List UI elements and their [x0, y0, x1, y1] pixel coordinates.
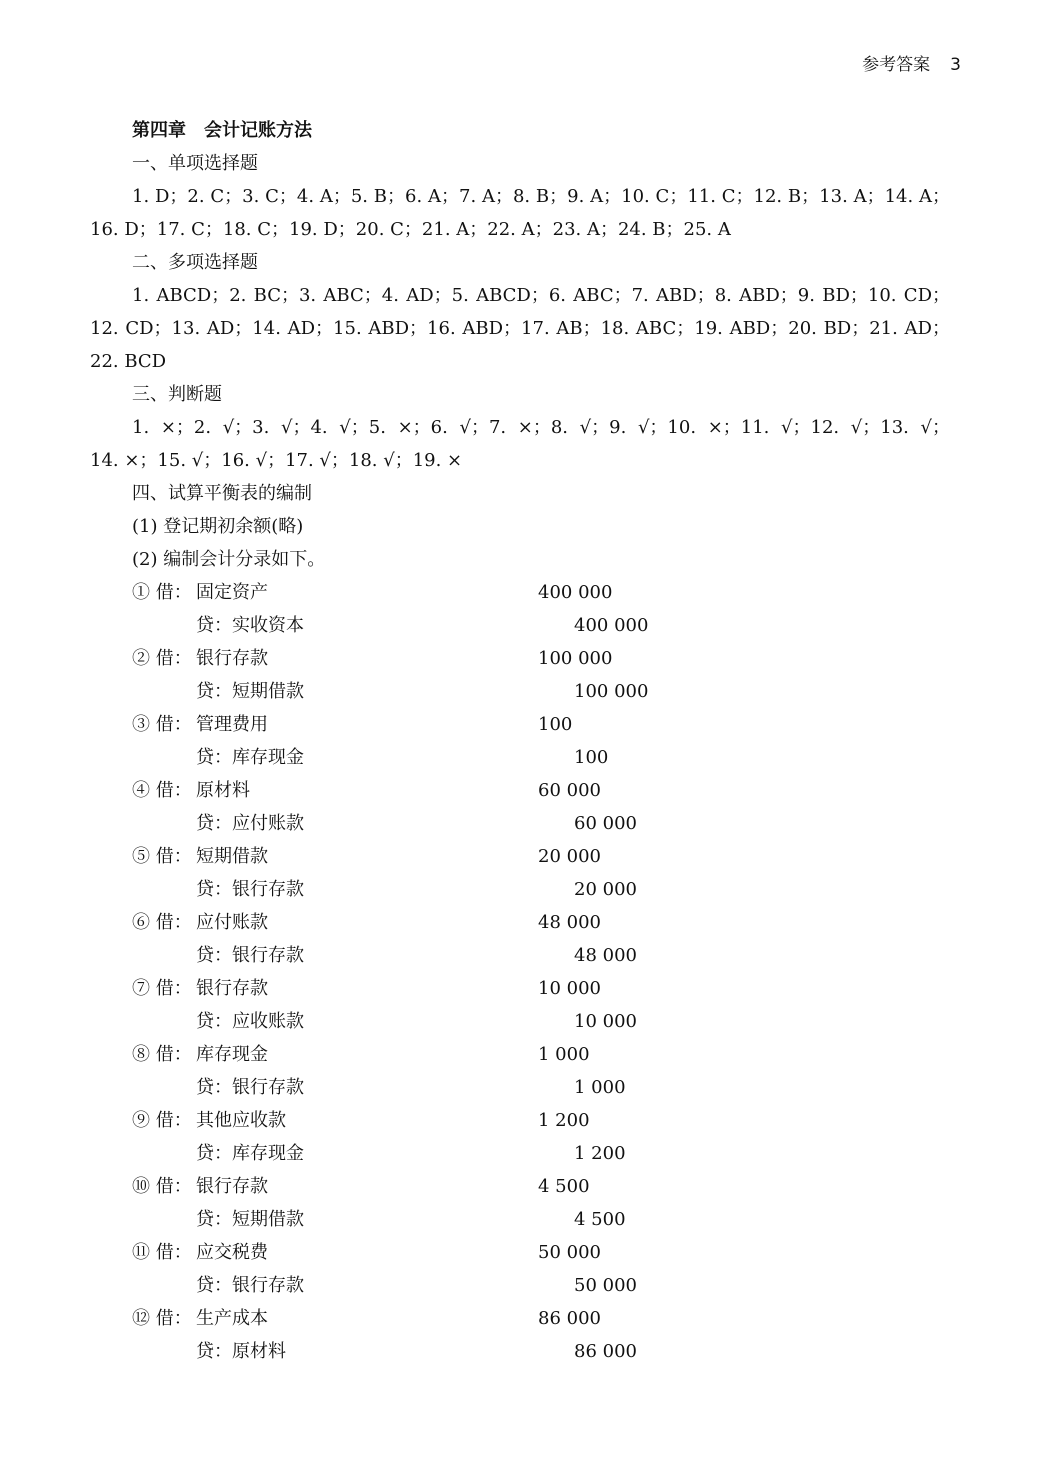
credit-account: 贷：短期借款: [196, 1209, 304, 1230]
credit-account: 贷：银行存款: [196, 945, 304, 966]
journal-entry-debit-line: [90, 1302, 950, 1335]
debit-account: 应付账款: [196, 912, 268, 933]
entry-marker: ⑨ 借：: [132, 1110, 192, 1131]
journal-entry-debit-line: [90, 972, 950, 1005]
step-text: (2) 编制会计分录如下。: [132, 549, 326, 570]
debit-amount: 50 000: [538, 1242, 601, 1263]
journal-entry-debit-line: [90, 906, 950, 939]
debit-amount: 60 000: [538, 780, 601, 801]
credit-amount: 86 000: [574, 1341, 637, 1362]
credit-amount: 10 000: [574, 1011, 637, 1032]
answer-line: 12. CD；13. AD；14. AD；15. ABD；16. ABD；17. AB；18. ABC；19. ABD；20. BD；21. AD；: [90, 318, 950, 339]
journal-entry-credit-line: [90, 675, 950, 708]
journal-entry-debit-line: [90, 1170, 950, 1203]
entry-marker: ⑧ 借：: [132, 1044, 192, 1065]
journal-entry-debit-line: [90, 576, 950, 609]
journal-entry-debit-line: [90, 774, 950, 807]
step-text: (1) 登记期初余额(略): [132, 516, 304, 537]
debit-account: 原材料: [196, 780, 250, 801]
debit-account: 银行存款: [196, 1176, 268, 1197]
debit-amount: 1 200: [538, 1110, 590, 1131]
credit-account: 贷：短期借款: [196, 681, 304, 702]
journal-entry-debit-line: [90, 708, 950, 741]
credit-amount: 100: [574, 747, 609, 768]
debit-amount: 400 000: [538, 582, 613, 603]
journal-entry-debit-line: [90, 1038, 950, 1071]
page-content: [90, 114, 950, 1368]
journal-entry-credit-line: [90, 1335, 950, 1368]
credit-amount: 1 000: [574, 1077, 626, 1098]
debit-account: 银行存款: [196, 648, 268, 669]
journal-entry-credit-line: [90, 1137, 950, 1170]
journal-entry-credit-line: [90, 1071, 950, 1104]
debit-amount: 86 000: [538, 1308, 601, 1329]
running-title: 参考答案: [862, 55, 931, 75]
credit-amount: 48 000: [574, 945, 637, 966]
credit-amount: 400 000: [574, 615, 649, 636]
entry-marker: ⑤ 借：: [132, 846, 192, 867]
journal-entry-credit-line: [90, 873, 950, 906]
answer-line: 14. ×；15. √；16. √；17. √；18. √；19. ×: [90, 450, 463, 471]
debit-account: 其他应收款: [196, 1110, 286, 1131]
credit-account: 贷：银行存款: [196, 879, 304, 900]
entry-marker: ⑫ 借：: [132, 1308, 192, 1329]
page-number: 3: [950, 55, 961, 75]
chapter-title: 第四章 会计记账方法: [132, 120, 312, 141]
debit-amount: 48 000: [538, 912, 601, 933]
credit-amount: 20 000: [574, 879, 637, 900]
debit-account: 生产成本: [196, 1308, 268, 1329]
journal-entry-credit-line: [90, 807, 950, 840]
debit-account: 管理费用: [196, 714, 268, 735]
credit-account: 贷：原材料: [196, 1341, 286, 1362]
journal-entry-credit-line: [90, 1203, 950, 1236]
answer-line: 1. ×；2. √；3. √；4. √；5. ×；6. √；7. ×；8. √；9. √；10. ×；11. √；12. √；13. √；: [132, 417, 950, 438]
answer-line: 1. ABCD；2. BC；3. ABC；4. AD；5. ABCD；6. ABC；7. ABD；8. ABD；9. BD；10. CD；: [132, 285, 950, 306]
debit-amount: 20 000: [538, 846, 601, 867]
section-heading-multiple-choice: 二、多项选择题: [132, 252, 258, 273]
entry-marker: ⑥ 借：: [132, 912, 192, 933]
entry-marker: ④ 借：: [132, 780, 192, 801]
journal-entry-debit-line: [90, 840, 950, 873]
entry-marker: ⑪ 借：: [132, 1242, 192, 1263]
credit-amount: 60 000: [574, 813, 637, 834]
journal-entry-credit-line: [90, 1269, 950, 1302]
section-heading-true-false: 三、判断题: [132, 384, 222, 405]
journal-entries: [90, 576, 950, 1368]
journal-entry-credit-line: [90, 609, 950, 642]
debit-amount: 4 500: [538, 1176, 590, 1197]
credit-account: 贷：库存现金: [196, 747, 304, 768]
entry-marker: ② 借：: [132, 648, 192, 669]
debit-account: 应交税费: [196, 1242, 268, 1263]
credit-account: 贷：应收账款: [196, 1011, 304, 1032]
credit-account: 贷：实收资本: [196, 615, 304, 636]
answer-line: 22. BCD: [90, 351, 167, 372]
journal-entry-credit-line: [90, 939, 950, 972]
journal-entry-credit-line: [90, 741, 950, 774]
debit-account: 库存现金: [196, 1044, 268, 1065]
credit-amount: 4 500: [574, 1209, 626, 1230]
debit-amount: 100 000: [538, 648, 613, 669]
debit-account: 银行存款: [196, 978, 268, 999]
journal-entry-debit-line: [90, 642, 950, 675]
debit-amount: 100: [538, 714, 573, 735]
credit-account: 贷：库存现金: [196, 1143, 304, 1164]
debit-amount: 1 000: [538, 1044, 590, 1065]
page-header: [862, 50, 961, 75]
debit-amount: 10 000: [538, 978, 601, 999]
answer-line: 1. D；2. C；3. C；4. A；5. B；6. A；7. A；8. B；9. A；10. C；11. C；12. B；13. A；14. A；: [132, 186, 950, 207]
journal-entry-credit-line: [90, 1005, 950, 1038]
section-heading-trial-balance: 四、试算平衡表的编制: [132, 483, 312, 504]
credit-amount: 50 000: [574, 1275, 637, 1296]
credit-account: 贷：银行存款: [196, 1077, 304, 1098]
answer-line: 16. D；17. C；18. C；19. D；20. C；21. A；22. A；23. A；24. B；25. A: [90, 219, 731, 240]
entry-marker: ⑦ 借：: [132, 978, 192, 999]
credit-amount: 100 000: [574, 681, 649, 702]
journal-entry-debit-line: [90, 1104, 950, 1137]
credit-account: 贷：应付账款: [196, 813, 304, 834]
section-heading-single-choice: 一、单项选择题: [132, 153, 258, 174]
debit-account: 固定资产: [196, 582, 268, 603]
entry-marker: ① 借：: [132, 582, 192, 603]
credit-amount: 1 200: [574, 1143, 626, 1164]
journal-entry-debit-line: [90, 1236, 950, 1269]
entry-marker: ③ 借：: [132, 714, 192, 735]
debit-account: 短期借款: [196, 846, 268, 867]
credit-account: 贷：银行存款: [196, 1275, 304, 1296]
entry-marker: ⑩ 借：: [132, 1176, 192, 1197]
